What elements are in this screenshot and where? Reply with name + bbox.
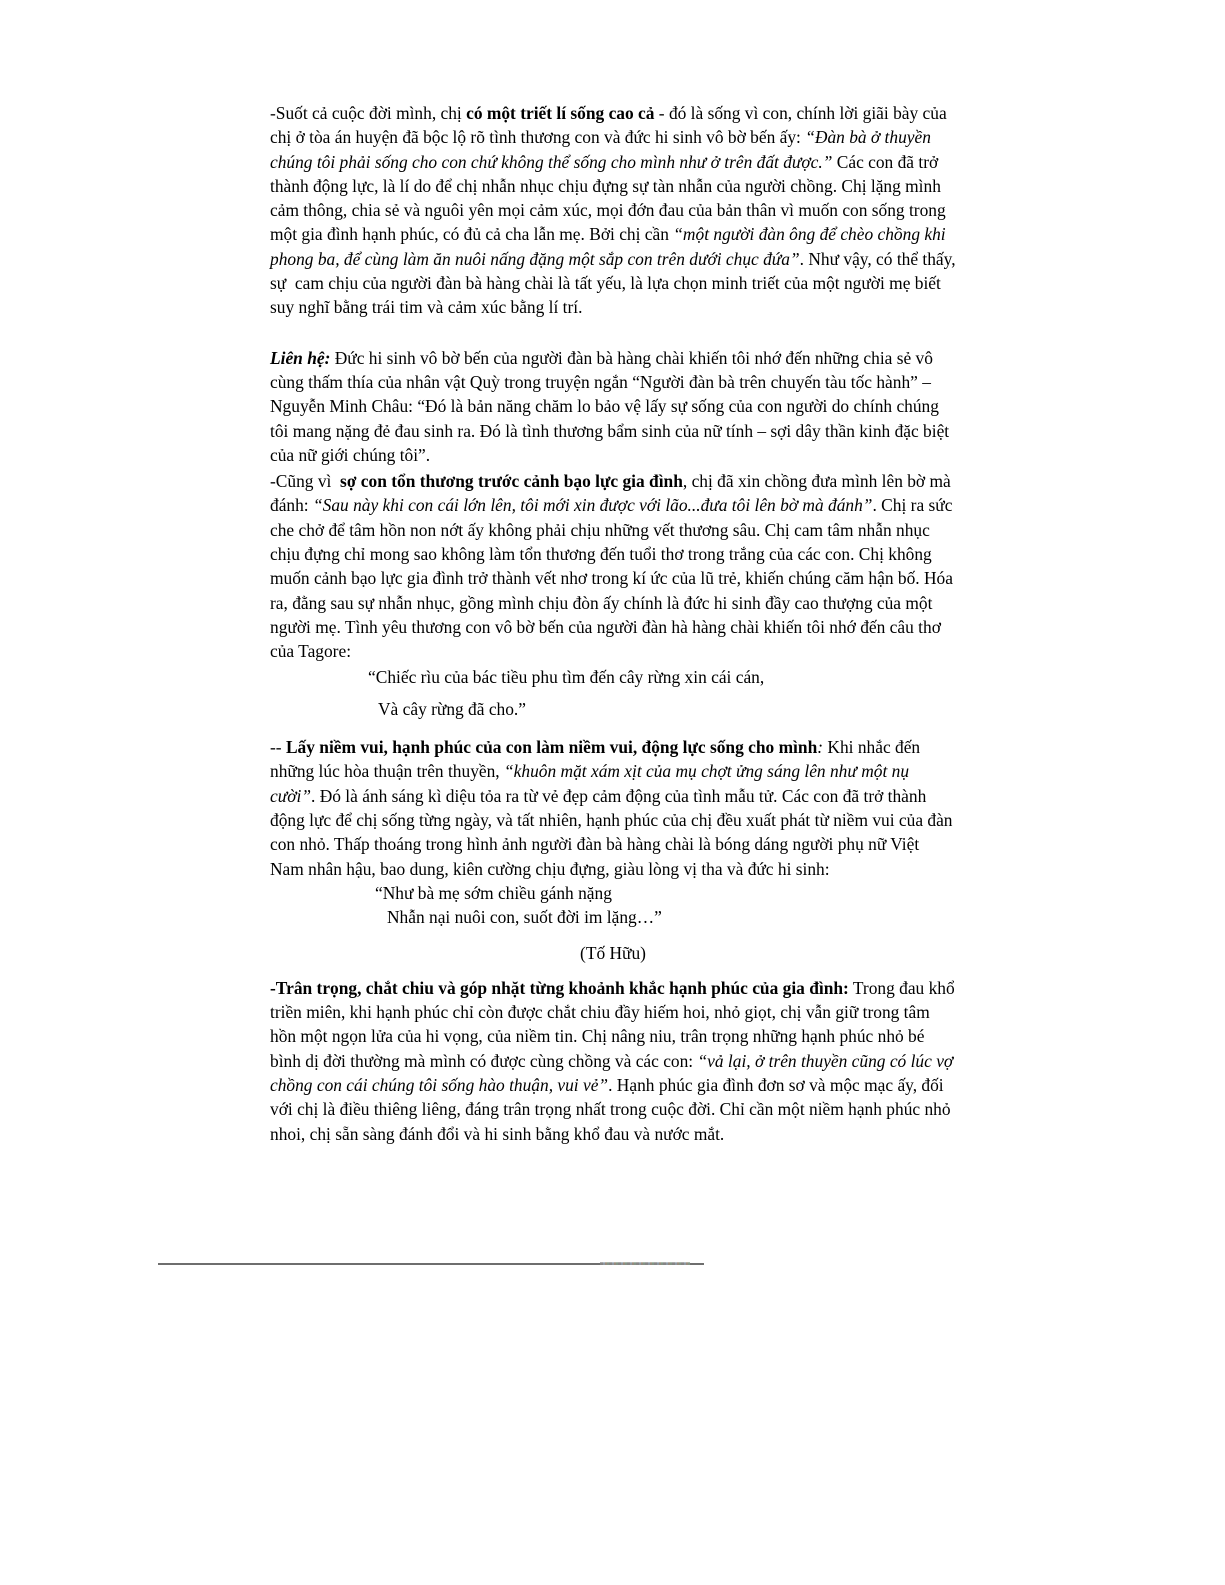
footnote-separator-artifact — [600, 1262, 690, 1265]
text-run: -Suốt cả cuộc đời mình, chị — [270, 103, 467, 123]
text-run: -Cũng vì — [270, 471, 341, 492]
text-run: Nhẫn nại nuôi con, suốt đời im lặng…” — [387, 907, 662, 928]
poem-to-huu-line-1 — [270, 881, 956, 905]
text-run: “Chiếc rìu của bác tiều phu tìm đến cây rừng xin cái cán, — [368, 666, 765, 687]
text-run: (Tố Hữu) — [580, 942, 646, 963]
text-run: - đó là sống vì con, chính lời giãi bày của chị ở tòa án huyện đã bộc lộ rõ tình thương con và đức hi sinh vô bờ bến ấy: — [270, 103, 947, 148]
text-run: Liên hệ: — [270, 347, 331, 368]
text-run: sợ con tổn thương trước cảnh bạo lực gia đình — [340, 471, 683, 492]
text-run: “Như bà mẹ sớm chiều gánh nặng — [375, 882, 612, 903]
text-run: Và cây rừng đã cho.” — [378, 698, 526, 719]
text-run: : — [817, 737, 824, 758]
poem-to-huu-line-2 — [270, 905, 956, 929]
text-run: “khuôn mặt xám xịt của mụ chợt ửng sáng lên như một nụ cười” — [270, 761, 910, 806]
poem-attribution — [270, 941, 956, 965]
paragraph-tran-trong-hanh-phuc — [270, 976, 956, 1146]
text-run: . Chị ra sức che chở để tâm hồn non nớt ấy không phải chịu những vết thương sâu. Chị cam tâm nhẫn nhục chịu đựng chỉ mong sao không làm tổn thương đến tuổi thơ trong trắng của các con. Chị không muốn cảnh bạo lực gia đình trở thành vết nhơ trong kí ức của lũ trẻ, khiến chúng căm hận bố. Hóa ra, đằng sau sự nhẫn nhục, gồng mình chịu đòn ấy chính là đức hi sinh đầy cao thượng của một người mẹ. Tình yêu thương con vô bờ bến của người đàn hà hàng chài khiến tôi nhớ đến câu thơ của Tagore: — [270, 495, 953, 662]
text-run: Trong đau khổ triền miên, khi hạnh phúc chỉ còn được chắt chiu đầy hiếm hoi, nhỏ giọt, chị vẫn giữ trong tâm hồn một ngọn lửa của hi vọng, của niềm tin. Chị nâng niu, trân trọng những hạnh phúc nhỏ bé bình dị đời thường mà mình có được cùng chồng và các con: — [270, 977, 955, 1071]
text-run: -- — [270, 737, 286, 758]
blockquote-tagore-line-2 — [270, 697, 956, 721]
paragraph-lien-he — [270, 346, 956, 467]
text-run: “Sau này khi con cái lớn lên, tôi mới xin được với lão...đưa tôi lên bờ mà đánh” — [312, 495, 873, 516]
text-run: . Như vậy, có thể thấy, sự cam chịu của người đàn bà hàng chài là tất yếu, là lựa chọn minh triết của một người mẹ biết suy nghĩ bằng trái tim và cảm xúc bằng lí trí. — [270, 248, 956, 318]
text-run: . Đó là ánh sáng kì diệu tỏa ra từ vẻ đẹp cảm động của tình mẫu tử. Các con đã trở thành động lực để chị sống từng ngày, và tất nhiên, hạnh phúc của chị đều xuất phát từ niềm vui của đàn con nhỏ. Thấp thoáng trong hình ảnh người đàn bà hàng chài là bóng dáng người phụ nữ Việt Nam nhân hậu, bao dung, kiên cường chịu đựng, giàu lòng vị tha và đức hi sinh: — [270, 785, 953, 879]
text-run: Đức hi sinh vô bờ bến của người đàn bà hàng chài khiến tôi nhớ đến những chia sẻ vô cùng thấm thía của nhân vật Quỳ trong truyện ngắn “Người đàn bà trên chuyến tàu tốc hành” – Nguyễn Minh Châu: “Đó là bản năng chăm lo bảo vệ lấy sự sống của con người do chính chúng tôi mang nặng đẻ đau sinh ra. Đó là tình thương bẩm sinh của nữ tính – sợi dây thần kinh đặc biệt của nữ giới chúng tôi”. — [270, 347, 950, 465]
text-run: . Hạnh phúc gia đình đơn sơ và mộc mạc ấy, đối với chị là điều thiêng liêng, đáng trân trọng nhất trong cuộc đời. Chỉ cần một niềm hạnh phúc nhỏ nhoi, chị sẵn sàng đánh đổi và hi sinh bằng khổ đau và nước mắt. — [270, 1074, 951, 1144]
text-run: có một triết lí sống cao cả — [466, 103, 655, 123]
text-run: Khi nhắc đến những lúc hòa thuận trên thuyền, — [270, 737, 921, 782]
text-run: “Đàn bà ở thuyền chúng tôi phải sống cho con chứ không thể sống cho mình như ở trên đất được.” — [270, 127, 931, 172]
paragraph-lay-niem-vui — [270, 735, 956, 881]
paragraph-bao-luc-gia-dinh — [270, 469, 956, 663]
text-run: Các con đã trở thành động lực, là lí do để chị nhẫn nhục chịu đựng sự tàn nhẫn của người chồng. Chị lặng mình cảm thông, chia sẻ và nguôi yên mọi cảm xúc, mọi đớn đau của bản thân vì muốn con sống trong một gia đình hạnh phúc, có đủ cả cha lẫn mẹ. Bởi chị cần — [270, 151, 946, 245]
text-run: “vả lại, ở trên thuyền cũng có lúc vợ chồng con cái chúng tôi sống hào thuận, vui vẻ” — [270, 1050, 954, 1095]
text-run: “một người đàn ông để chèo chồng khi phong ba, để cùng làm ăn nuôi nấng đặng một sắp con trên dưới chục đứa” — [270, 224, 946, 269]
blockquote-tagore-line-1 — [270, 665, 956, 689]
text-run: -Trân trọng, chắt chiu và góp nhặt từng khoảnh khắc hạnh phúc của gia đình: — [270, 977, 849, 998]
text-content — [270, 101, 956, 1146]
paragraph-triet-li-song — [270, 101, 956, 320]
text-run: , chị đã xin chồng đưa mình lên bờ mà đánh: — [270, 471, 951, 516]
text-run: Lấy niềm vui, hạnh phúc của con làm niềm vui, động lực sống cho mình — [285, 737, 818, 758]
